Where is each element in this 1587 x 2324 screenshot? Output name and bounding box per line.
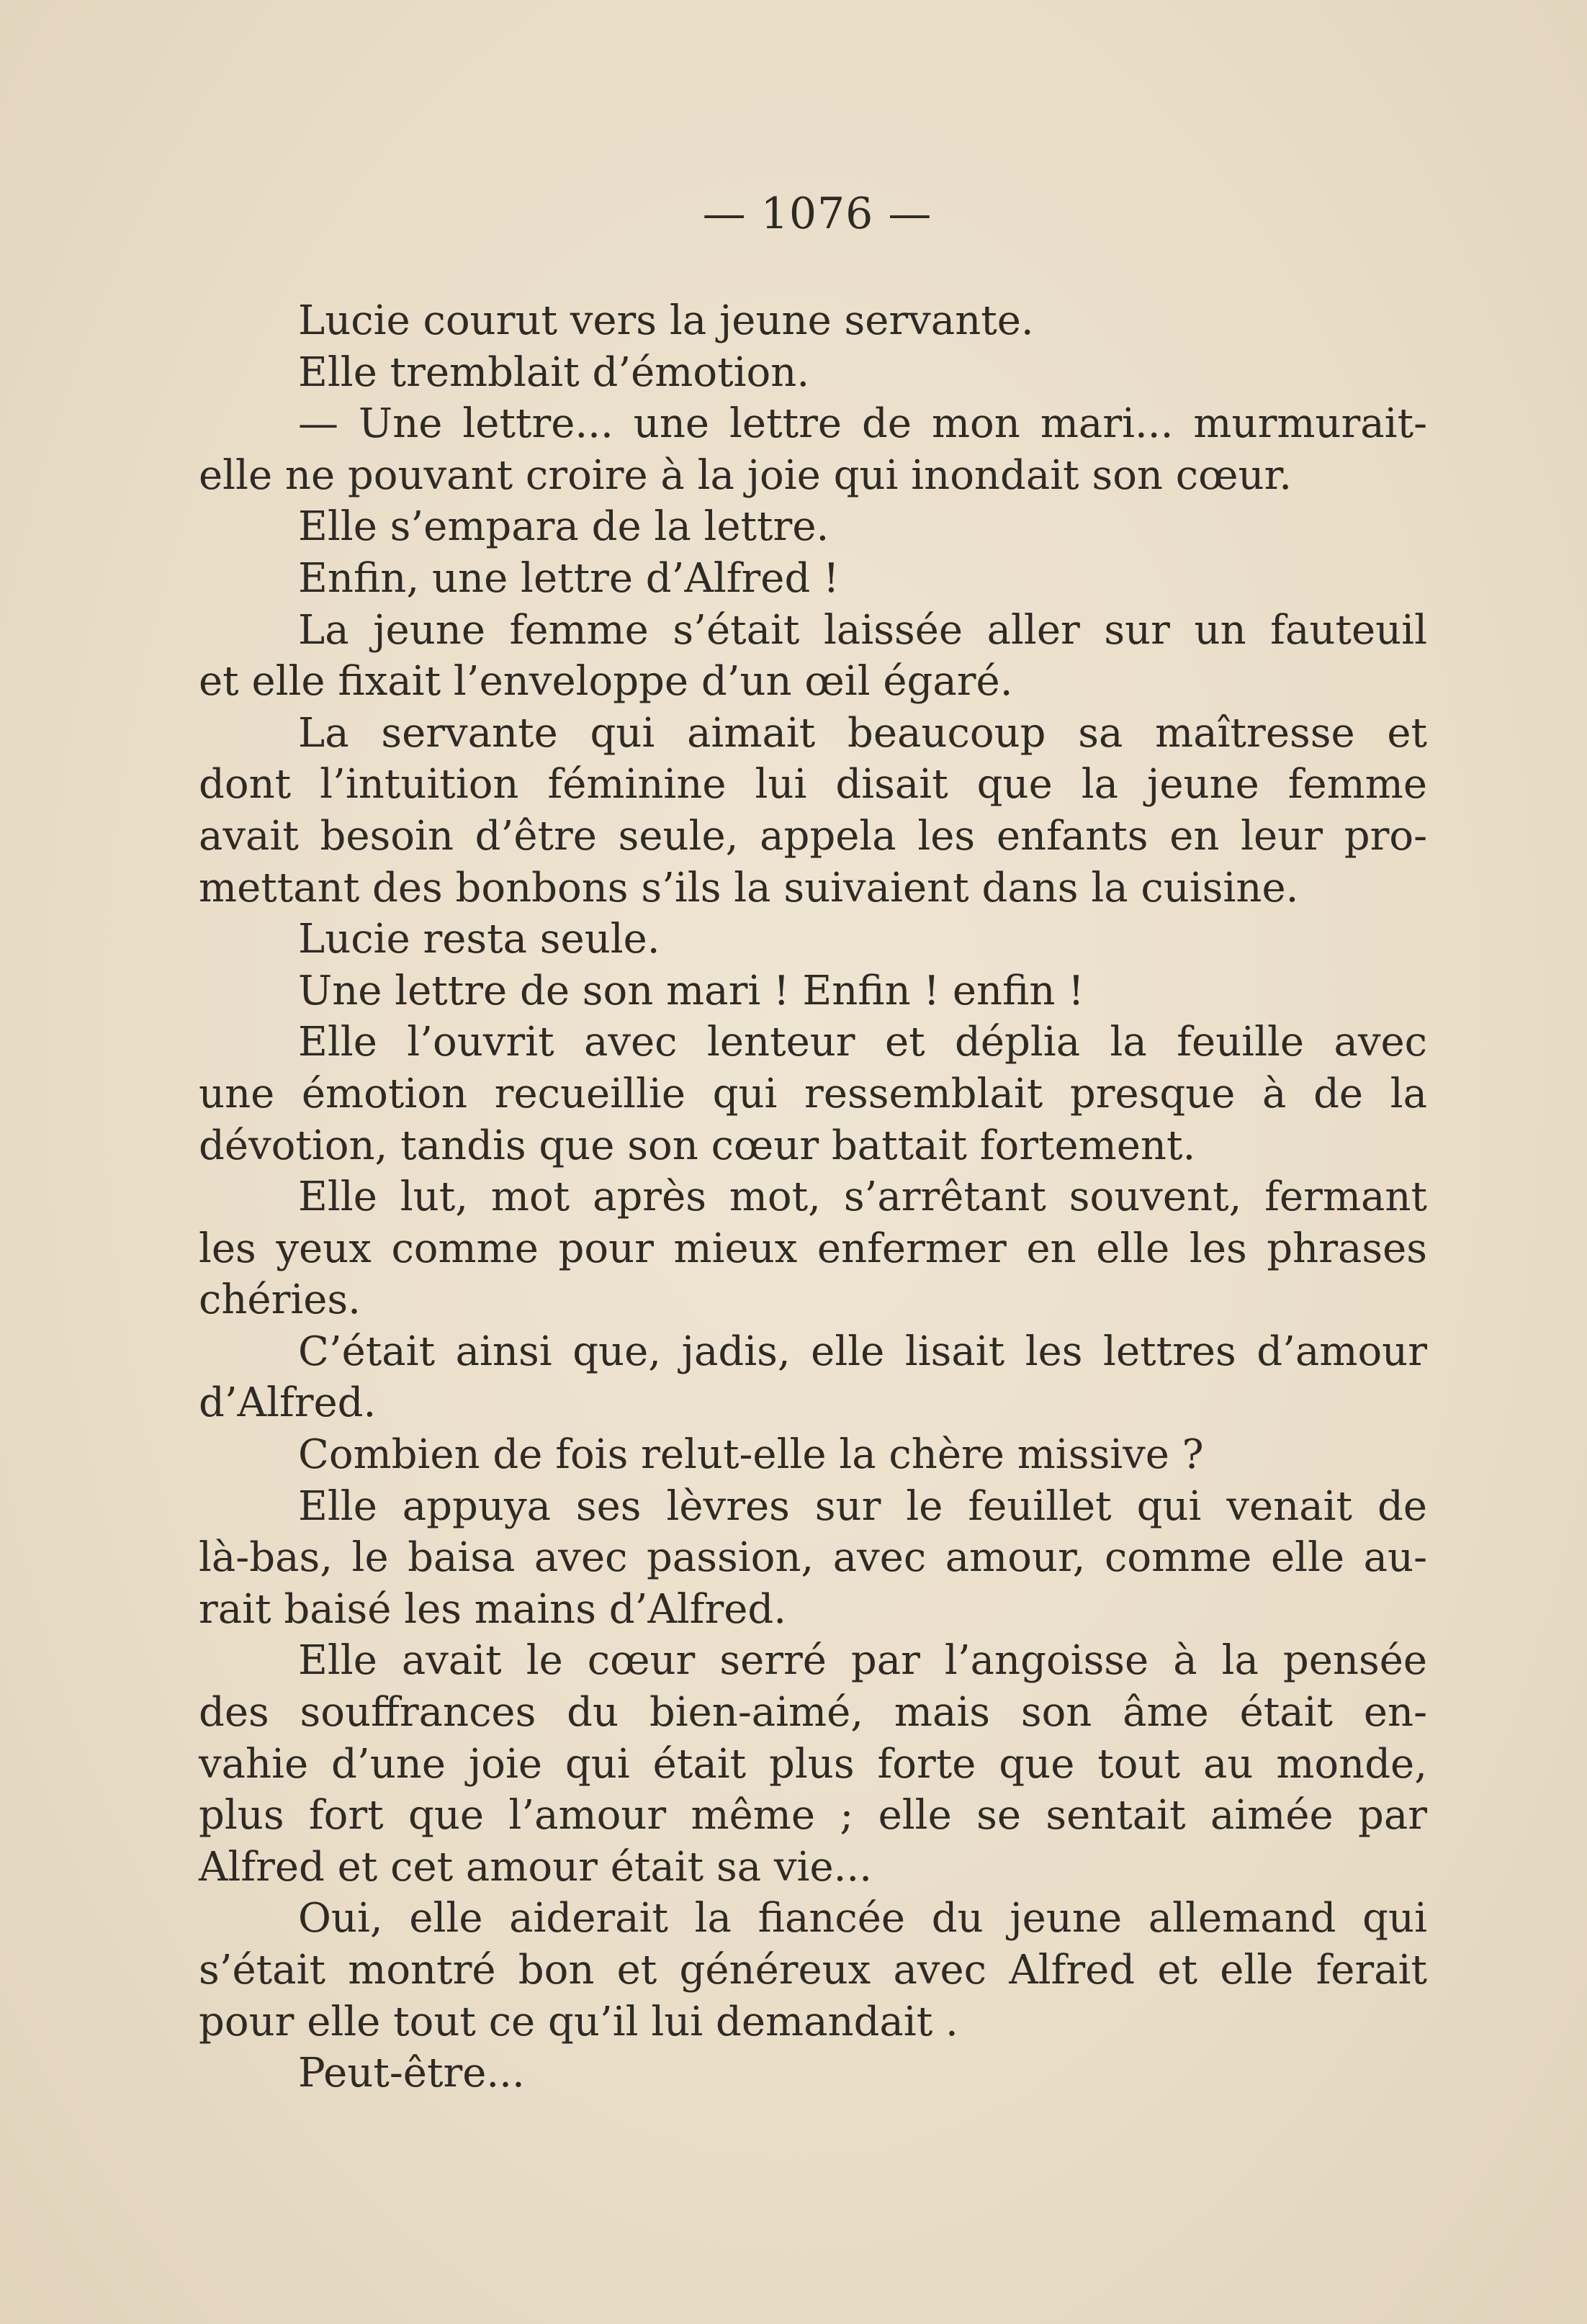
text-line: Elle l’ouvrit avec lenteur et déplia la feuille avec [298,1019,1427,1066]
text-line: — Une lettre... une lettre de mon mari... murmurait- [298,400,1427,448]
text-line: et elle fixait l’enveloppe d’un œil égaré. [199,658,1013,706]
text-line: vahie d’une joie qui était plus forte que tout au monde, [199,1740,1427,1788]
text-line: s’était montré bon et généreux avec Alfred et elle ferait [199,1947,1427,1994]
text-line: chéries. [199,1276,361,1324]
text-line: d’Alfred. [199,1379,377,1427]
text-line: elle ne pouvant croire à la joie qui inondait son cœur. [199,451,1292,499]
text-line: Enfin, une lettre d’Alfred ! [298,554,840,602]
text-line: Alfred et cet amour était sa vie... [199,1843,872,1891]
text-line: Lucie resta seule. [298,916,660,963]
text-line: C’était ainsi que, jadis, elle lisait les lettres d’amour [298,1328,1427,1375]
text-line: Elle s’empara de la lettre. [298,503,830,551]
text-line: Elle appuya ses lèvres sur le feuillet qui venait de [298,1482,1427,1530]
page-number: — 1076 — [702,189,932,239]
text-line: plus fort que l’amour même ; elle se sentait aimée par [199,1792,1427,1839]
text-line: Elle avait le cœur serré par l’angoisse à la pensée [298,1637,1427,1685]
body-text [199,295,1427,2099]
text-line: pour elle tout ce qu’il lui demandait . [199,1998,958,2045]
text-line: La servante qui aimait beaucoup sa maîtresse et [298,709,1427,757]
text-line: Une lettre de son mari ! Enfin ! enfin ! [298,967,1084,1014]
text-line: une émotion recueillie qui ressemblait presque à de la [199,1070,1427,1117]
text-line: rait baisé les mains d’Alfred. [199,1585,787,1633]
text-line: là-bas, le baisa avec passion, avec amour, comme elle au- [199,1534,1427,1582]
text-line: Peut-être... [298,2050,525,2097]
text-line: dévotion, tandis que son cœur battait fortement. [199,1122,1196,1169]
text-line: mettant des bonbons s’ils la suivaient dans la cuisine. [199,864,1299,911]
text-line: La jeune femme s’était laissée aller sur un fauteuil [298,606,1427,654]
text-line: Combien de fois relut-elle la chère missive ? [298,1431,1204,1479]
text-line: Lucie courut vers la jeune servante. [298,297,1034,344]
text-line: Elle tremblait d’émotion. [298,348,810,396]
text-line: Oui, elle aiderait la fiancée du jeune allemand qui [298,1895,1427,1942]
text-line: Elle lut, mot après mot, s’arrêtant souvent, fermant [298,1174,1427,1221]
text-line: des souffrances du bien-aimé, mais son âme était en- [199,1689,1427,1737]
text-line: avait besoin d’être seule, appela les enfants en leur pro- [199,812,1427,860]
text-line: les yeux comme pour mieux enfermer en elle les phrases [199,1225,1427,1272]
text-line: dont l’intuition féminine lui disait que la jeune femme [199,761,1427,809]
